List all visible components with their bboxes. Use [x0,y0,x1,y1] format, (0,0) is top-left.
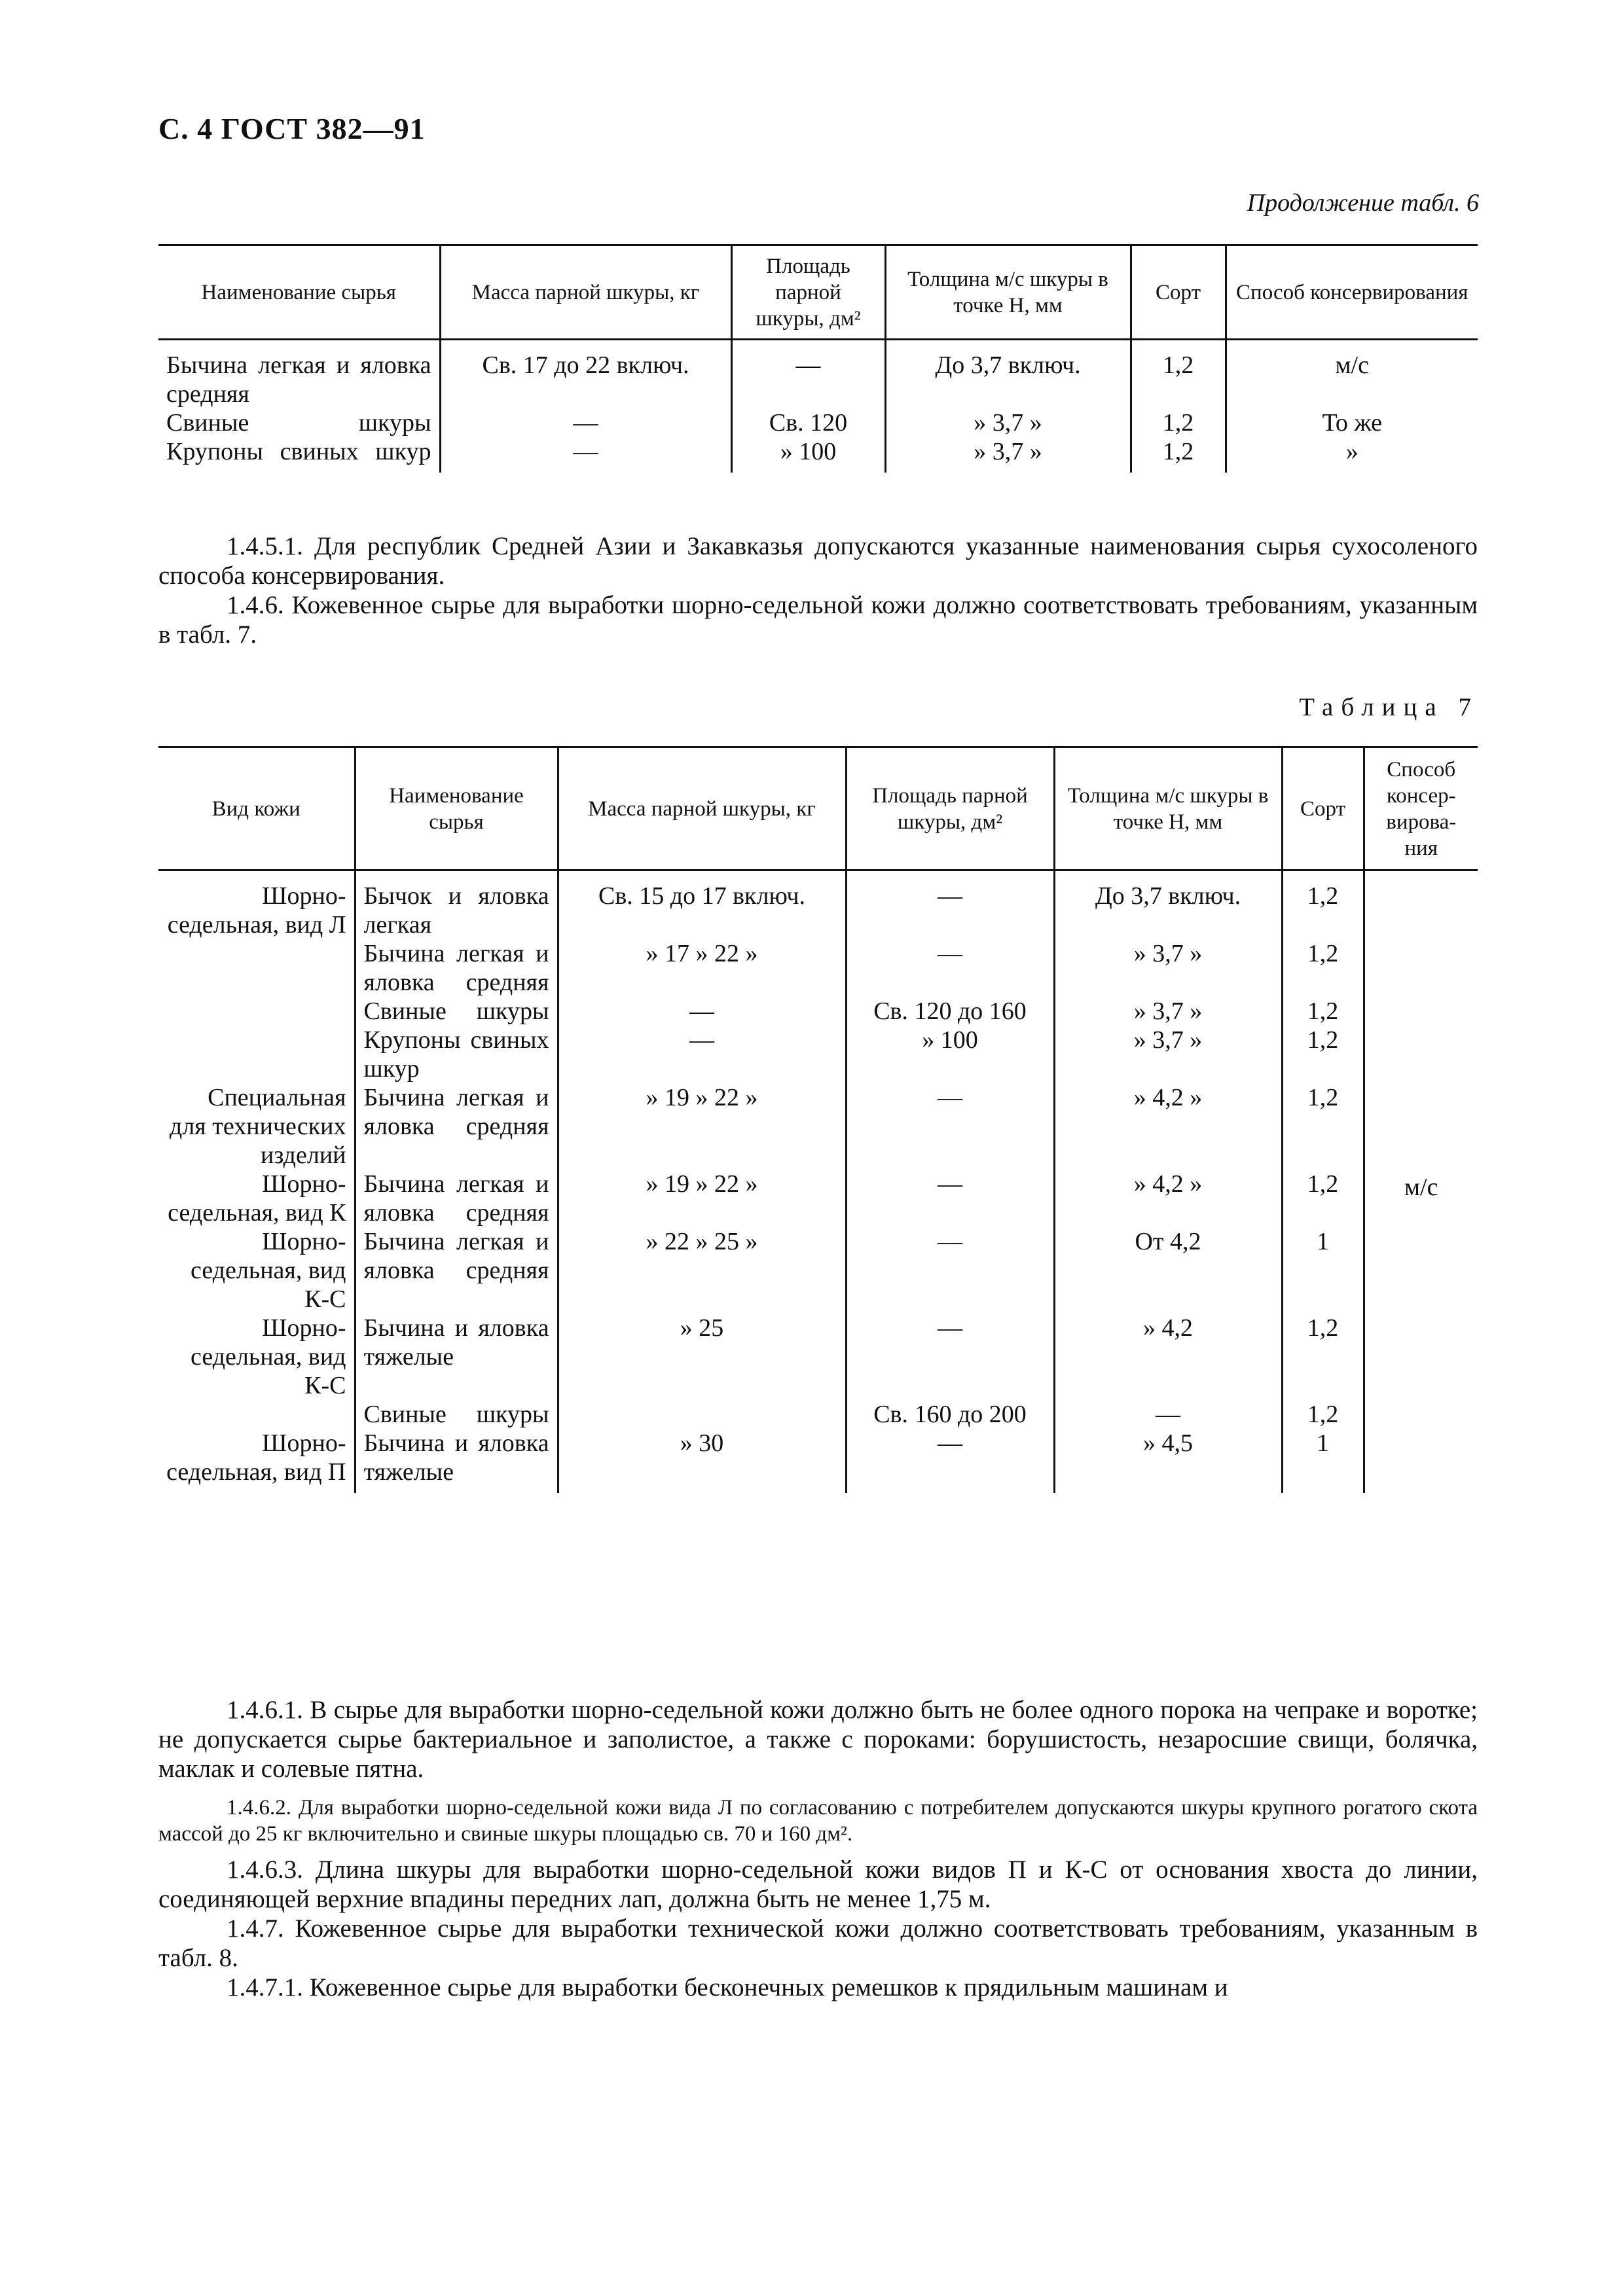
table7-label: Таблица 7 [1299,693,1479,721]
table-cell: » 19 » 22 » [558,1083,846,1170]
table-7 [158,746,1478,1493]
table-row [158,437,1478,473]
table-row [158,1314,1478,1400]
table6-header-mass: Масса парной шкуры, кг [440,245,731,340]
table-row [158,1083,1478,1170]
table-cell: Крупоны свиных шкур [166,438,431,465]
table7-header-grade: Сорт [1282,747,1364,870]
table-cell: — [846,1429,1054,1493]
table-cell: 1,2 [1131,340,1226,409]
table-cell: Шорно-седельная, вид К [168,1170,346,1227]
table-cell: » 100 [731,437,885,473]
table-cell: Крупоны свиных шкур [355,1026,558,1083]
table-cell: Бычина легкая и яловка средняя [355,1083,558,1170]
table-row [158,1429,1478,1493]
table7-header-mass: Масса парной шкуры, кг [558,747,846,870]
table-cell: 1 [1282,1227,1364,1314]
table-cell [158,997,355,1026]
table-cell: 1 [1282,1429,1364,1493]
table-cell: Св. 15 до 17 включ. [558,870,846,940]
table-cell: Бычина легкая и яловка средняя [355,1170,558,1227]
table-cell: » 3,7 » [1054,939,1282,997]
table-cell: » 30 [558,1429,846,1493]
table6-header-name: Наименование сырья [201,280,396,304]
table6-header-thickness: Толщина м/с шкуры в точке Н, мм [885,245,1131,340]
table-cell: » 100 [846,1026,1054,1083]
table-cell: Бычок и яловка легкая [355,870,558,940]
table-cell [158,1026,355,1083]
table-cell: Свиные шкуры [355,1400,558,1429]
table-cell: Св. 120 [731,408,885,437]
table7-header-preservation: Способ консер-вирова-ния [1364,747,1478,870]
table-cell: Шорно-седельная, вид К-С [191,1314,346,1399]
table-cell: — [731,340,885,409]
paragraph-1-4-5-1: 1.4.5.1. Для республик Средней Азии и Закавказья допускаются указанные наименования сырья сухосоленого способа консервирования. [158,532,1478,590]
table-cell: 1,2 [1282,1026,1364,1083]
table-cell: » 17 » 22 » [558,939,846,997]
table-row [158,939,1478,997]
table-cell: — [846,1170,1054,1227]
table-cell: » 4,2 [1054,1314,1282,1400]
table-cell: » [1226,437,1478,473]
table-cell: До 3,7 включ. [885,340,1131,409]
table7-header-name: Наименование сырья [355,747,558,870]
table-cell: — [846,939,1054,997]
table-cell: Бычина и яловка тяжелые [355,1429,558,1493]
paragraph-1-4-6-3: 1.4.6.3. Длина шкуры для выработки шорно-седельной кожи видов П и К-С от основания хвоста до линии, соединяющей верхние впадины передних лап, должна быть не менее 1,75 м. [158,1856,1478,1913]
table-cell: 1,2 [1131,437,1226,473]
table7-header-kind: Вид кожи [211,797,301,821]
table-cell: » 3,7 » [1054,1026,1282,1083]
table-cell: — [846,870,1054,940]
table-row [158,1227,1478,1314]
paragraph-1-4-6-1: 1.4.6.1. В сырье для выработки шорно-седельной кожи должно быть не более одного порока на чепраке и воротке; не допускается сырье бактериальное и заполистое, а также с пороками: борушистость, незаросшие свищи, болячка, маклак и солевые пятна. [158,1696,1478,1783]
table-cell: — [440,408,731,437]
page-header: С. 4 ГОСТ 382—91 [158,112,426,145]
table-cell: Свиные шкуры [166,409,431,437]
paragraph-1-4-7: 1.4.7. Кожевенное сырье для выработки технической кожи должно соответствовать требованиям, указанным в табл. 8. [158,1914,1478,1972]
table-row [158,1026,1478,1083]
table-cell: м/с [1226,340,1478,409]
table6-header-grade: Сорт [1131,245,1226,340]
table-row [158,1400,1478,1429]
table7-header-thickness: Толщина м/с шкуры в точке Н, мм [1054,747,1282,870]
table-cell: Св. 17 до 22 включ. [440,340,731,409]
table6-header-preservation: Способ консервирования [1226,245,1478,340]
paragraph-1-4-6: 1.4.6. Кожевенное сырье для выработки шорно-седельной кожи должно соответствовать требованиям, указанным в табл. 7. [158,591,1478,649]
table-cell: Шорно-седельная, вид Л [167,882,346,939]
table-cell [158,1400,355,1429]
table-row [158,408,1478,437]
table6-header-area: Площадь парной шкуры, дм² [731,245,885,340]
table-cell: Специальная для технических изделий [169,1084,346,1169]
table-cell: 1,2 [1282,1400,1364,1429]
table-cell: » 3,7 » [885,437,1131,473]
table-cell: » 22 » 25 » [558,1227,846,1314]
table-row [158,870,1478,940]
table-cell: 1,2 [1282,939,1364,997]
table-cell: — [846,1083,1054,1170]
table-cell: » 3,7 » [1054,997,1282,1026]
paragraph-1-4-7-1: 1.4.7.1. Кожевенное сырье для выработки бесконечных ремешков к прядильным машинам и [227,1973,1228,2001]
table-cell: До 3,7 включ. [1054,870,1282,940]
table6-continuation-label: Продолжение табл. 6 [1247,189,1479,217]
table-cell: 1,2 [1282,997,1364,1026]
table-cell: 1,2 [1282,1083,1364,1170]
table-cell: Свиные шкуры [355,997,558,1026]
table-cell: — [846,1227,1054,1314]
table-cell: Бычина легкая и яловка средняя [355,1227,558,1314]
table-row [158,1170,1478,1227]
table-cell: Св. 120 до 160 [846,997,1054,1026]
table-row [158,340,1478,409]
table-6 [158,244,1478,473]
table-cell: — [440,437,731,473]
table-cell: 1,2 [1282,870,1364,940]
table-cell: Св. 160 до 200 [846,1400,1054,1429]
table7-preservation-cell: м/с [1364,870,1478,1494]
table-cell: » 4,5 [1054,1429,1282,1493]
table-cell: — [1054,1400,1282,1429]
table-cell [558,1400,846,1429]
table-cell: » 25 [558,1314,846,1400]
table-cell: — [558,997,846,1026]
table-cell: То же [1226,408,1478,437]
table7-header-row [158,747,1478,870]
paragraph-1-4-6-2: 1.4.6.2. Для выработки шорно-седельной кожи вида Л по согласованию с потребителем допускаются шкуры крупного рогатого скота массой до 25 кг включительно и свиные шкуры площадью св. 70 и 160 дм². [158,1796,1478,1846]
table6-header-row [158,245,1478,340]
table-cell [158,939,355,997]
table-cell: Бычина и яловка тяжелые [355,1314,558,1400]
table-cell: — [846,1314,1054,1400]
table-cell: » 19 » 22 » [558,1170,846,1227]
table-cell: 1,2 [1131,408,1226,437]
table-cell: 1,2 [1282,1170,1364,1227]
table-row [158,997,1478,1026]
table-cell: » 4,2 » [1054,1170,1282,1227]
table-cell: » 3,7 » [885,408,1131,437]
table-cell: От 4,2 [1054,1227,1282,1314]
table-cell: Бычина легкая и яловка средняя [355,939,558,997]
table-cell: 1,2 [1282,1314,1364,1400]
table-cell: » 4,2 » [1054,1083,1282,1170]
table7-header-area: Площадь парной шкуры, дм² [846,747,1054,870]
table-cell: Бычина легкая и яловка средняя [166,351,431,408]
table-cell: — [558,1026,846,1083]
table-cell: Шорно-седельная, вид К-С [191,1228,346,1313]
table-cell: Шорно-седельная, вид П [166,1429,346,1486]
